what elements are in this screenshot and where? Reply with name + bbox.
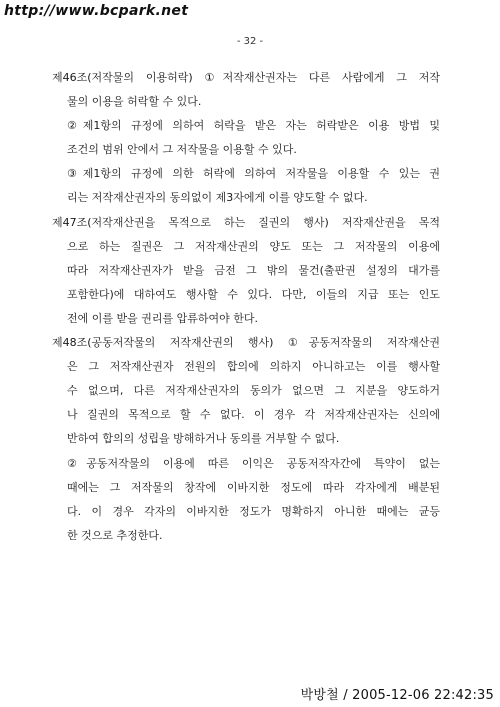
page-number: - 32 - xyxy=(236,36,264,47)
text-line: 한 것으로 추정한다. xyxy=(67,528,163,542)
text-line: 포함한다)에 대하여도 행사할 수 있다. 다만, 이들의 지급 또는 인도 xyxy=(67,287,440,301)
text-line: 물의 이용을 허락할 수 있다. xyxy=(67,95,202,109)
text-line: 따라 저작재산권자가 받을 금전 그 밖의 물건(출판권 설정의 대가를 xyxy=(67,263,440,277)
text-line: ②제1항의 규정에 의하여 허락을 받은 자는 허락받은 이용 방법 및 xyxy=(67,119,440,133)
article-48-paragraph-2 xyxy=(52,452,440,548)
print-stamp: 박방철 / 2005-12-06 22:42:35 xyxy=(300,688,494,703)
text-line: 제48조(공동저작물의 저작재산권의 행사) ①공동저작물의 저작재산권 xyxy=(52,336,440,350)
text-line: 나 질권의 목적으로 할 수 없다. 이 경우 각 저작재산권자는 신의에 xyxy=(67,408,440,422)
article-46-paragraph-3 xyxy=(52,162,440,210)
text-line: 반하여 합의의 성립을 방해하거나 동의를 거부할 수 없다. xyxy=(67,432,340,446)
text-line: 제46조(저작물의 이용허락) ①저작재산권자는 다른 사람에게 그 저작 xyxy=(52,71,440,84)
text-line: 은 그 저작재산권자 전원의 합의에 의하지 아니하고는 이를 행사할 xyxy=(67,360,440,374)
text-line: 제47조(저작재산권을 목적으로 하는 질권의 행사) 저작재산권을 목적 xyxy=(52,215,440,229)
site-watermark: http://www.bcpark.net xyxy=(4,3,189,19)
text-line: ③제1항의 규정에 의한 허락에 의하여 저작물을 이용할 수 있는 권 xyxy=(67,167,440,181)
article-48 xyxy=(52,331,440,451)
text-line: 리는 저작재산권자의 동의없이 제3자에게 이를 양도할 수 없다. xyxy=(67,191,368,205)
text-line: 전에 이를 받을 권리를 압류하여야 한다. xyxy=(67,311,258,325)
document-body xyxy=(52,66,440,548)
text-line: 다. 이 경우 각자의 이바지한 정도가 명확하지 아니한 때에는 균등 xyxy=(67,504,440,518)
article-47 xyxy=(52,211,440,331)
text-line: 조건의 범위 안에서 그 저작물을 이용할 수 있다. xyxy=(67,143,297,157)
text-line: ②공동저작물의 이용에 따른 이익은 공동저작자간에 특약이 없는 xyxy=(67,456,440,470)
article-46-paragraph-2 xyxy=(52,114,440,162)
text-line: 때에는 그 저작물의 창작에 이바지한 정도에 따라 각자에게 배분된 xyxy=(67,480,440,494)
text-line: 으로 하는 질권은 그 저작재산권의 양도 또는 그 저작물의 이용에 xyxy=(67,239,440,253)
text-line: 수 없으며, 다른 저작재산권자의 동의가 없으면 그 지분을 양도하거 xyxy=(67,384,440,398)
article-46 xyxy=(52,66,440,114)
